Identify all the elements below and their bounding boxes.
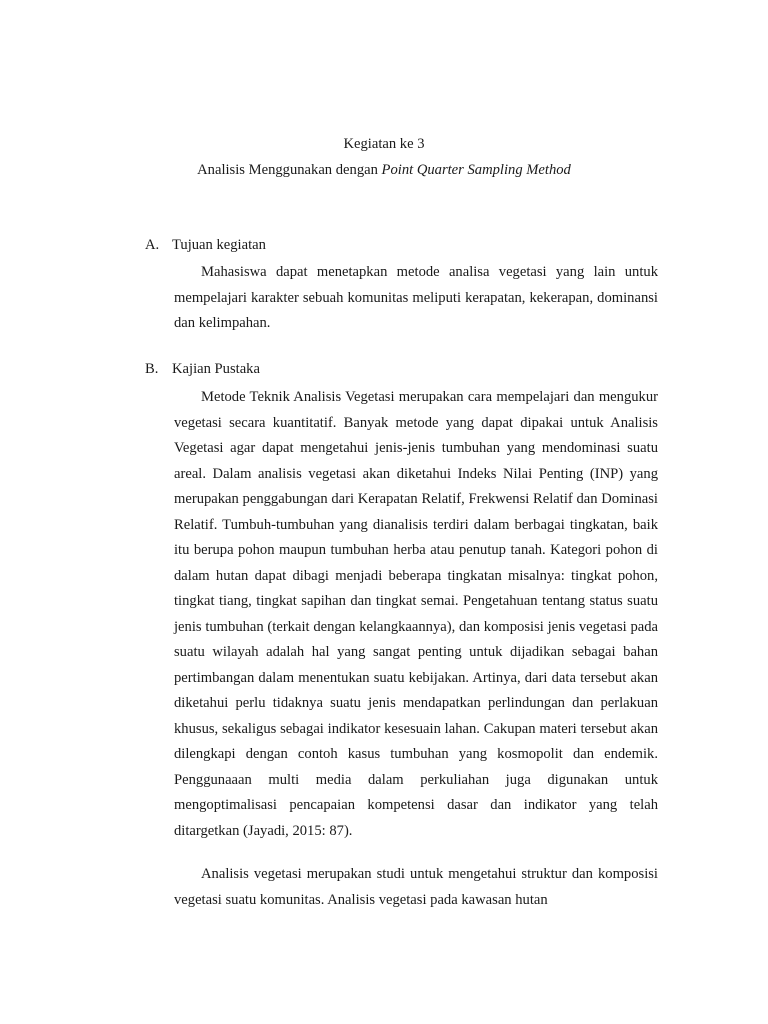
subtitle-italic-text: Point Quarter Sampling Method (381, 162, 571, 178)
section-a-marker: A. (145, 237, 160, 253)
section-a-paragraph: Mahasiswa dapat menetapkan metode analisa vegetasi yang lain untuk mempelajari karakter sebuah komunitas meliputi kerapatan, kekerapan, dominansi dan kelimpahan. (174, 264, 658, 331)
section-a-heading (145, 237, 266, 254)
section-b-heading (145, 361, 260, 378)
document-subtitle (0, 162, 768, 179)
document-title: Kegiatan ke 3 (343, 136, 425, 152)
section-a-title: Tujuan kegiatan (172, 237, 266, 253)
section-b-marker: B. (145, 361, 159, 377)
section-b-paragraph-2: Analisis vegetasi merupakan studi untuk mengetahui struktur dan komposisi vegetasi suatu komunitas. Analisis vegetasi pada kawasan hutan (174, 866, 658, 908)
section-b-title: Kajian Pustaka (172, 361, 260, 377)
section-b-paragraph-1: Metode Teknik Analisis Vegetasi merupakan cara mempelajari dan mengukur vegetasi secara kuantitatif. Banyak metode yang dapat dipakai untuk Analisis Vegetasi agar dapat mengetahui jenis-jenis tumbuhan yang mendominasi suatu areal. Dalam analisis vegetasi akan diketahui Indeks Nilai Penting (INP) yang merupakan penggabungan dari Kerapatan Relatif, Frekwensi Relatif dan Dominasi Relatif. Tumbuh-tumbuhan yang dianalisis terdiri dalam berbagai tingkatan, baik itu berupa pohon maupun tumbuhan herba atau penutup tanah. Kategori pohon di dalam hutan dapat dibagi menjadi beberapa tingkatan misalnya: tingkat pohon, tingkat tiang, tingkat sapihan dan tingkat semai. Pengetahuan tentang status suatu jenis tumbuhan (terkait dengan kelangkaannya), dan komposisi jenis vegetasi pada suatu wilayah adalah hal yang sangat penting untuk dijadikan sebagai bahan pertimbangan dalam menentukan suatu kebijakan. Artinya, dari data tersebut akan diketahui perlu tidaknya suatu jenis mendapatkan perlindungan dan perlakuan khusus, sekaligus sebagai indikator kesesuain lahan. Cakupan materi tersebut akan dilengkapi dengan contoh kasus tumbuhan yang kosmopolit dan endemik. Penggunaaan multi media dalam perkuliahan juga digunakan untuk mengoptimalisasi pencapaian kompetensi dasar dan indikator yang telah ditargetkan (Jayadi, 2015: 87). (174, 389, 658, 839)
subtitle-plain-text: Analisis Menggunakan dengan (197, 162, 382, 178)
